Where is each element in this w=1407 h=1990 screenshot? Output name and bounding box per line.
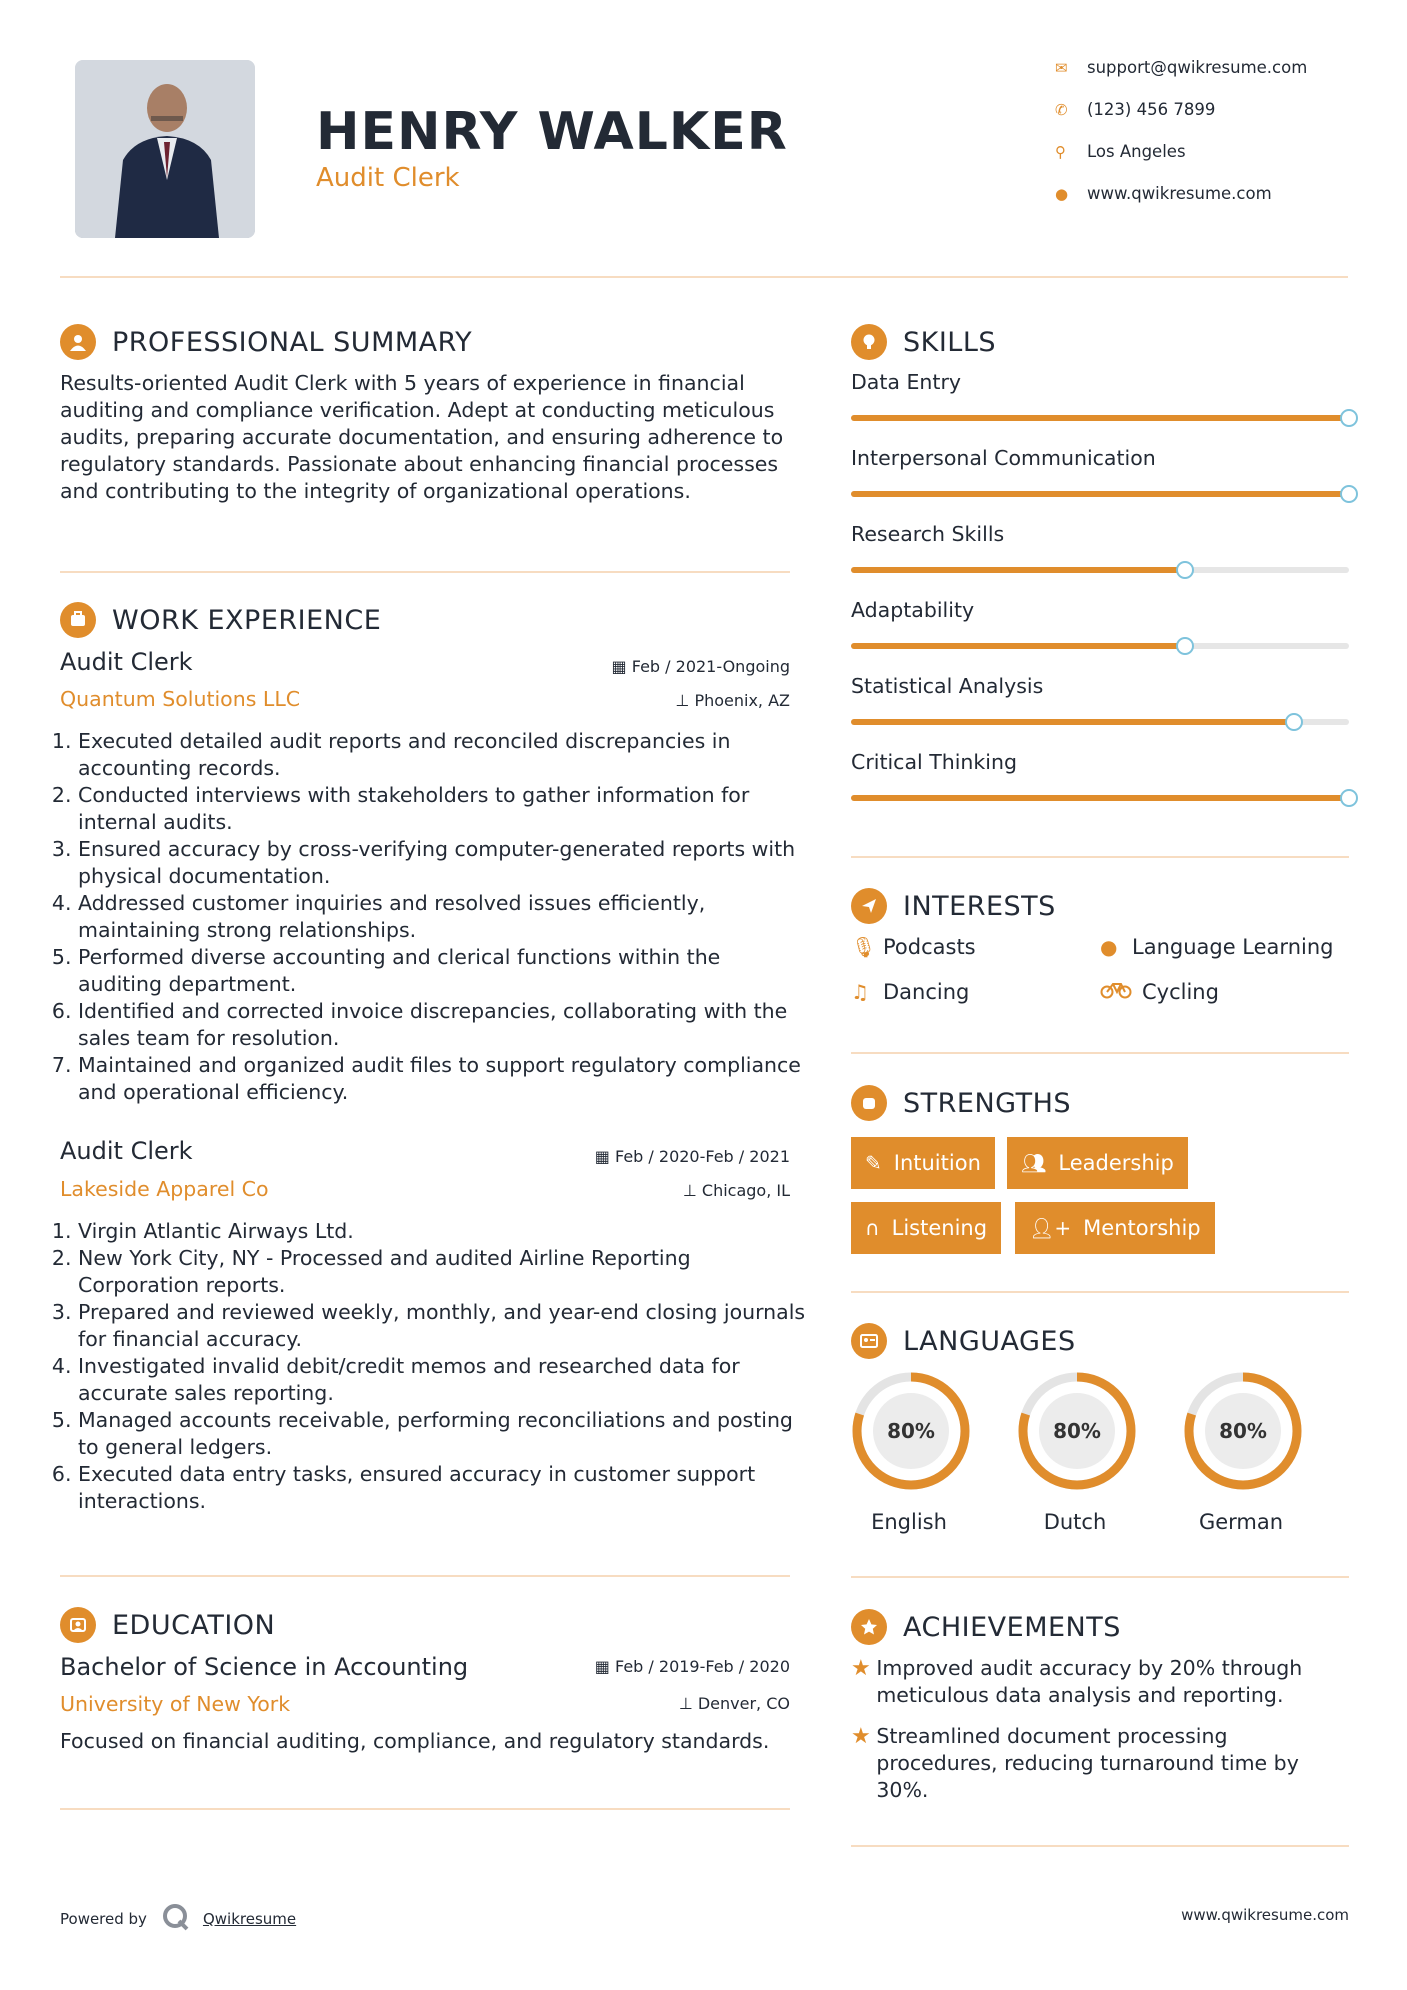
list-item: 7. Maintained and organized audit files to support regulatory compliance and operational efficiency. bbox=[78, 1052, 808, 1106]
interests-divider bbox=[851, 1052, 1349, 1054]
lightbulb-icon bbox=[851, 324, 887, 360]
interests-header bbox=[851, 888, 1056, 924]
skill-row bbox=[851, 674, 1349, 698]
skill-level-knob bbox=[1340, 789, 1358, 807]
list-item: 4. Addressed customer inquiries and resolved issues efficiently, maintaining strong relationships. bbox=[78, 890, 808, 944]
strength-tag-leadership bbox=[1007, 1137, 1188, 1189]
skill-level-knob bbox=[1340, 409, 1358, 427]
language-item bbox=[1180, 1368, 1306, 1534]
interest-cycling bbox=[1100, 980, 1219, 1004]
language-ring bbox=[1180, 1368, 1306, 1494]
profile-photo bbox=[75, 60, 255, 238]
education-location-text: Denver, CO bbox=[697, 1694, 790, 1713]
calendar-icon: ▦ bbox=[594, 1147, 615, 1166]
skill-fill bbox=[851, 567, 1185, 573]
strength-label: Listening bbox=[891, 1216, 988, 1240]
footer-website[interactable]: www.qwikresume.com bbox=[1181, 1906, 1349, 1924]
language-percent: 80% bbox=[887, 1419, 935, 1443]
languages-divider bbox=[851, 1576, 1349, 1578]
job-1-duties bbox=[60, 728, 808, 1106]
work-heading: WORK EXPERIENCE bbox=[112, 604, 382, 636]
skill-row bbox=[851, 522, 1349, 546]
languages-heading: LANGUAGES bbox=[903, 1325, 1076, 1357]
id-card-icon bbox=[851, 1323, 887, 1359]
user-icon bbox=[60, 324, 96, 360]
achievement-item bbox=[851, 1655, 1349, 1709]
achievements-heading: ACHIEVEMENTS bbox=[903, 1611, 1121, 1643]
achievement-item bbox=[851, 1723, 1349, 1804]
location-pin-icon: ⚲ bbox=[1055, 142, 1066, 161]
interest-podcasts bbox=[851, 935, 976, 959]
education-text: Focused on financial auditing, compliance, and regulatory standards. bbox=[60, 1729, 770, 1753]
headphones-icon: ∩ bbox=[865, 1216, 880, 1240]
star-icon: ★ bbox=[851, 1656, 871, 1681]
language-ring bbox=[1014, 1368, 1140, 1494]
contact-email-text: support@qwikresume.com bbox=[1087, 58, 1308, 77]
contact-website-text: www.qwikresume.com bbox=[1087, 184, 1272, 203]
work-header bbox=[60, 602, 381, 638]
magic-wand-icon: ✎ bbox=[865, 1151, 882, 1175]
achievement-text: Streamlined document processing procedures, reducing turnaround time by 30%. bbox=[876, 1724, 1299, 1802]
school-name: University of New York bbox=[60, 1692, 291, 1716]
language-item bbox=[1014, 1368, 1140, 1534]
skill-label: Research Skills bbox=[851, 522, 1005, 546]
job-2-location bbox=[683, 1181, 790, 1200]
header-divider bbox=[60, 276, 1348, 278]
job-1-date-text: Feb / 2021-Ongoing bbox=[631, 657, 790, 676]
list-item: 1. Virgin Atlantic Airways Ltd. bbox=[78, 1218, 808, 1245]
strength-tag-intuition bbox=[851, 1137, 995, 1189]
graduation-icon bbox=[60, 1607, 96, 1643]
candidate-name: HENRY WALKER bbox=[316, 102, 788, 162]
job-2-duties bbox=[60, 1218, 808, 1515]
contact-website[interactable] bbox=[1055, 184, 1272, 203]
skill-fill bbox=[851, 795, 1349, 801]
list-item: 1. Executed detailed audit reports and reconciled discrepancies in accounting records. bbox=[78, 728, 808, 782]
summary-divider bbox=[60, 571, 790, 573]
degree-title: Bachelor of Science in Accounting bbox=[60, 1653, 469, 1681]
list-item: 6. Executed data entry tasks, ensured accuracy in customer support interactions. bbox=[78, 1461, 808, 1515]
summary-text: Results-oriented Audit Clerk with 5 years of experience in financial auditing and compliance verification. Adept at conducting meticulous audits, preparing accurate documentation, and ensuring adherence to regulatory standards. Passionate about enhancing financial processes and contributing to the integrity of organizational operations. bbox=[60, 371, 784, 503]
microphone-icon: 🎙︎ bbox=[851, 935, 877, 959]
education-location bbox=[679, 1694, 790, 1713]
skill-fill bbox=[851, 643, 1185, 649]
education-divider bbox=[60, 1808, 790, 1810]
fist-icon bbox=[851, 1085, 887, 1121]
job-2-date-text: Feb / 2020-Feb / 2021 bbox=[615, 1147, 790, 1166]
language-percent: 80% bbox=[1219, 1419, 1267, 1443]
skill-row bbox=[851, 370, 1349, 394]
job-1-title: Audit Clerk bbox=[60, 648, 193, 676]
pushpin-icon: ⊥ bbox=[678, 1694, 698, 1713]
phone-icon: ✆ bbox=[1055, 100, 1068, 119]
skill-track bbox=[851, 795, 1349, 801]
skills-divider bbox=[851, 856, 1349, 858]
interest-dancing bbox=[851, 980, 969, 1004]
strength-tag-listening bbox=[851, 1202, 1001, 1254]
briefcase-icon bbox=[60, 602, 96, 638]
qwikresume-link[interactable]: Qwikresume bbox=[202, 1910, 297, 1928]
skill-fill bbox=[851, 415, 1349, 421]
education-date-text: Feb / 2019-Feb / 2020 bbox=[615, 1657, 790, 1676]
interest-label: Cycling bbox=[1142, 980, 1219, 1004]
list-item: 6. Identified and corrected invoice discrepancies, collaborating with the sales team for resolution. bbox=[78, 998, 808, 1052]
interests-heading: INTERESTS bbox=[903, 890, 1056, 922]
contact-phone[interactable] bbox=[1055, 100, 1215, 119]
language-label: German bbox=[1198, 1510, 1284, 1534]
work-divider bbox=[60, 1575, 790, 1577]
star-icon: ★ bbox=[851, 1724, 871, 1749]
language-item bbox=[848, 1368, 974, 1534]
skill-label: Data Entry bbox=[851, 370, 962, 394]
achievement-text: Improved audit accuracy by 20% through meticulous data analysis and reporting. bbox=[876, 1656, 1303, 1707]
calendar-icon: ▦ bbox=[594, 1657, 615, 1676]
list-item: 5. Managed accounts receivable, performing reconciliations and posting to general ledgers. bbox=[78, 1407, 808, 1461]
strength-tag-mentorship bbox=[1015, 1202, 1215, 1254]
user-plus-icon: 👤︎+ bbox=[1029, 1216, 1072, 1240]
list-item: 2. New York City, NY - Processed and audited Airline Reporting Corporation reports. bbox=[78, 1245, 808, 1299]
skill-track bbox=[851, 491, 1349, 497]
language-ring bbox=[848, 1368, 974, 1494]
job-1-company: Quantum Solutions LLC bbox=[60, 687, 301, 711]
globe-icon: ● bbox=[1055, 184, 1069, 203]
skill-label: Statistical Analysis bbox=[851, 674, 1044, 698]
languages-header bbox=[851, 1323, 1076, 1359]
powered-by-label: Powered by bbox=[60, 1910, 147, 1928]
interest-label: Dancing bbox=[883, 980, 970, 1004]
list-item: 3. Ensured accuracy by cross-verifying computer-generated reports with physical documentation. bbox=[78, 836, 808, 890]
skill-fill bbox=[851, 491, 1349, 497]
skills-heading: SKILLS bbox=[903, 326, 997, 358]
job-2-company: Lakeside Apparel Co bbox=[60, 1177, 269, 1201]
job-1-location-text: Phoenix, AZ bbox=[694, 691, 790, 710]
contact-location bbox=[1055, 142, 1186, 161]
users-icon: 👥︎ bbox=[1021, 1151, 1047, 1175]
skill-track bbox=[851, 719, 1349, 725]
achievements-header bbox=[851, 1609, 1121, 1645]
strength-label: Mentorship bbox=[1083, 1216, 1201, 1240]
strengths-divider bbox=[851, 1291, 1349, 1293]
skill-level-knob bbox=[1176, 637, 1194, 655]
languages-rings bbox=[848, 1368, 1348, 1538]
interest-language-learning bbox=[1100, 935, 1333, 959]
language-percent: 80% bbox=[1053, 1419, 1101, 1443]
skill-level-knob bbox=[1176, 561, 1194, 579]
language-label: Dutch bbox=[1043, 1510, 1107, 1534]
skill-label: Critical Thinking bbox=[851, 750, 1017, 774]
list-item: 3. Prepared and reviewed weekly, monthly, and year-end closing journals for financial accuracy. bbox=[78, 1299, 808, 1353]
strength-label: Intuition bbox=[893, 1151, 981, 1175]
skill-track bbox=[851, 415, 1349, 421]
skill-row bbox=[851, 750, 1349, 774]
job-1-date bbox=[612, 657, 790, 676]
job-2-location-text: Chicago, IL bbox=[701, 1181, 790, 1200]
skills-header bbox=[851, 324, 996, 360]
bicycle-icon bbox=[1100, 980, 1142, 1004]
education-date bbox=[595, 1657, 790, 1676]
music-note-icon: ♫ bbox=[851, 980, 869, 1004]
list-item: 2. Conducted interviews with stakeholders to gather information for internal audits. bbox=[78, 782, 808, 836]
job-2-date bbox=[595, 1147, 790, 1166]
education-heading: EDUCATION bbox=[112, 1609, 276, 1641]
interest-label: Podcasts bbox=[883, 935, 976, 959]
education-header bbox=[60, 1607, 275, 1643]
contact-phone-text: (123) 456 7899 bbox=[1087, 100, 1216, 119]
summary-header bbox=[60, 324, 472, 360]
paper-plane-icon bbox=[851, 888, 887, 924]
globe-icon: ● bbox=[1100, 935, 1118, 959]
skill-track bbox=[851, 567, 1349, 573]
skill-level-knob bbox=[1340, 485, 1358, 503]
summary-heading: PROFESSIONAL SUMMARY bbox=[112, 326, 473, 358]
list-item: 5. Performed diverse accounting and clerical functions within the auditing department. bbox=[78, 944, 808, 998]
strengths-heading: STRENGTHS bbox=[903, 1087, 1072, 1119]
strength-label: Leadership bbox=[1058, 1151, 1174, 1175]
language-label: English bbox=[871, 1510, 947, 1534]
achievements-divider bbox=[851, 1845, 1349, 1847]
pushpin-icon: ⊥ bbox=[675, 691, 695, 710]
job-1-location bbox=[675, 691, 790, 710]
job-2-title: Audit Clerk bbox=[60, 1137, 193, 1165]
pushpin-icon: ⊥ bbox=[682, 1181, 702, 1200]
skill-fill bbox=[851, 719, 1294, 725]
strengths-header bbox=[851, 1085, 1071, 1121]
skill-level-knob bbox=[1285, 713, 1303, 731]
envelope-icon: ✉ bbox=[1055, 58, 1068, 77]
list-item: 4. Investigated invalid debit/credit memos and researched data for accurate sales reporting. bbox=[78, 1353, 808, 1407]
qwikresume-logo-icon bbox=[161, 1902, 191, 1936]
skill-track bbox=[851, 643, 1349, 649]
contact-location-text: Los Angeles bbox=[1087, 142, 1186, 161]
interest-label: Language Learning bbox=[1132, 935, 1334, 959]
skill-row bbox=[851, 598, 1349, 622]
candidate-title: Audit Clerk bbox=[316, 163, 460, 193]
skill-row bbox=[851, 446, 1349, 470]
contact-email[interactable] bbox=[1055, 58, 1307, 77]
skill-label: Interpersonal Communication bbox=[851, 446, 1156, 470]
skill-label: Adaptability bbox=[851, 598, 975, 622]
calendar-icon: ▦ bbox=[611, 657, 632, 676]
star-badge-icon bbox=[851, 1609, 887, 1645]
footer-powered-by bbox=[60, 1902, 296, 1936]
